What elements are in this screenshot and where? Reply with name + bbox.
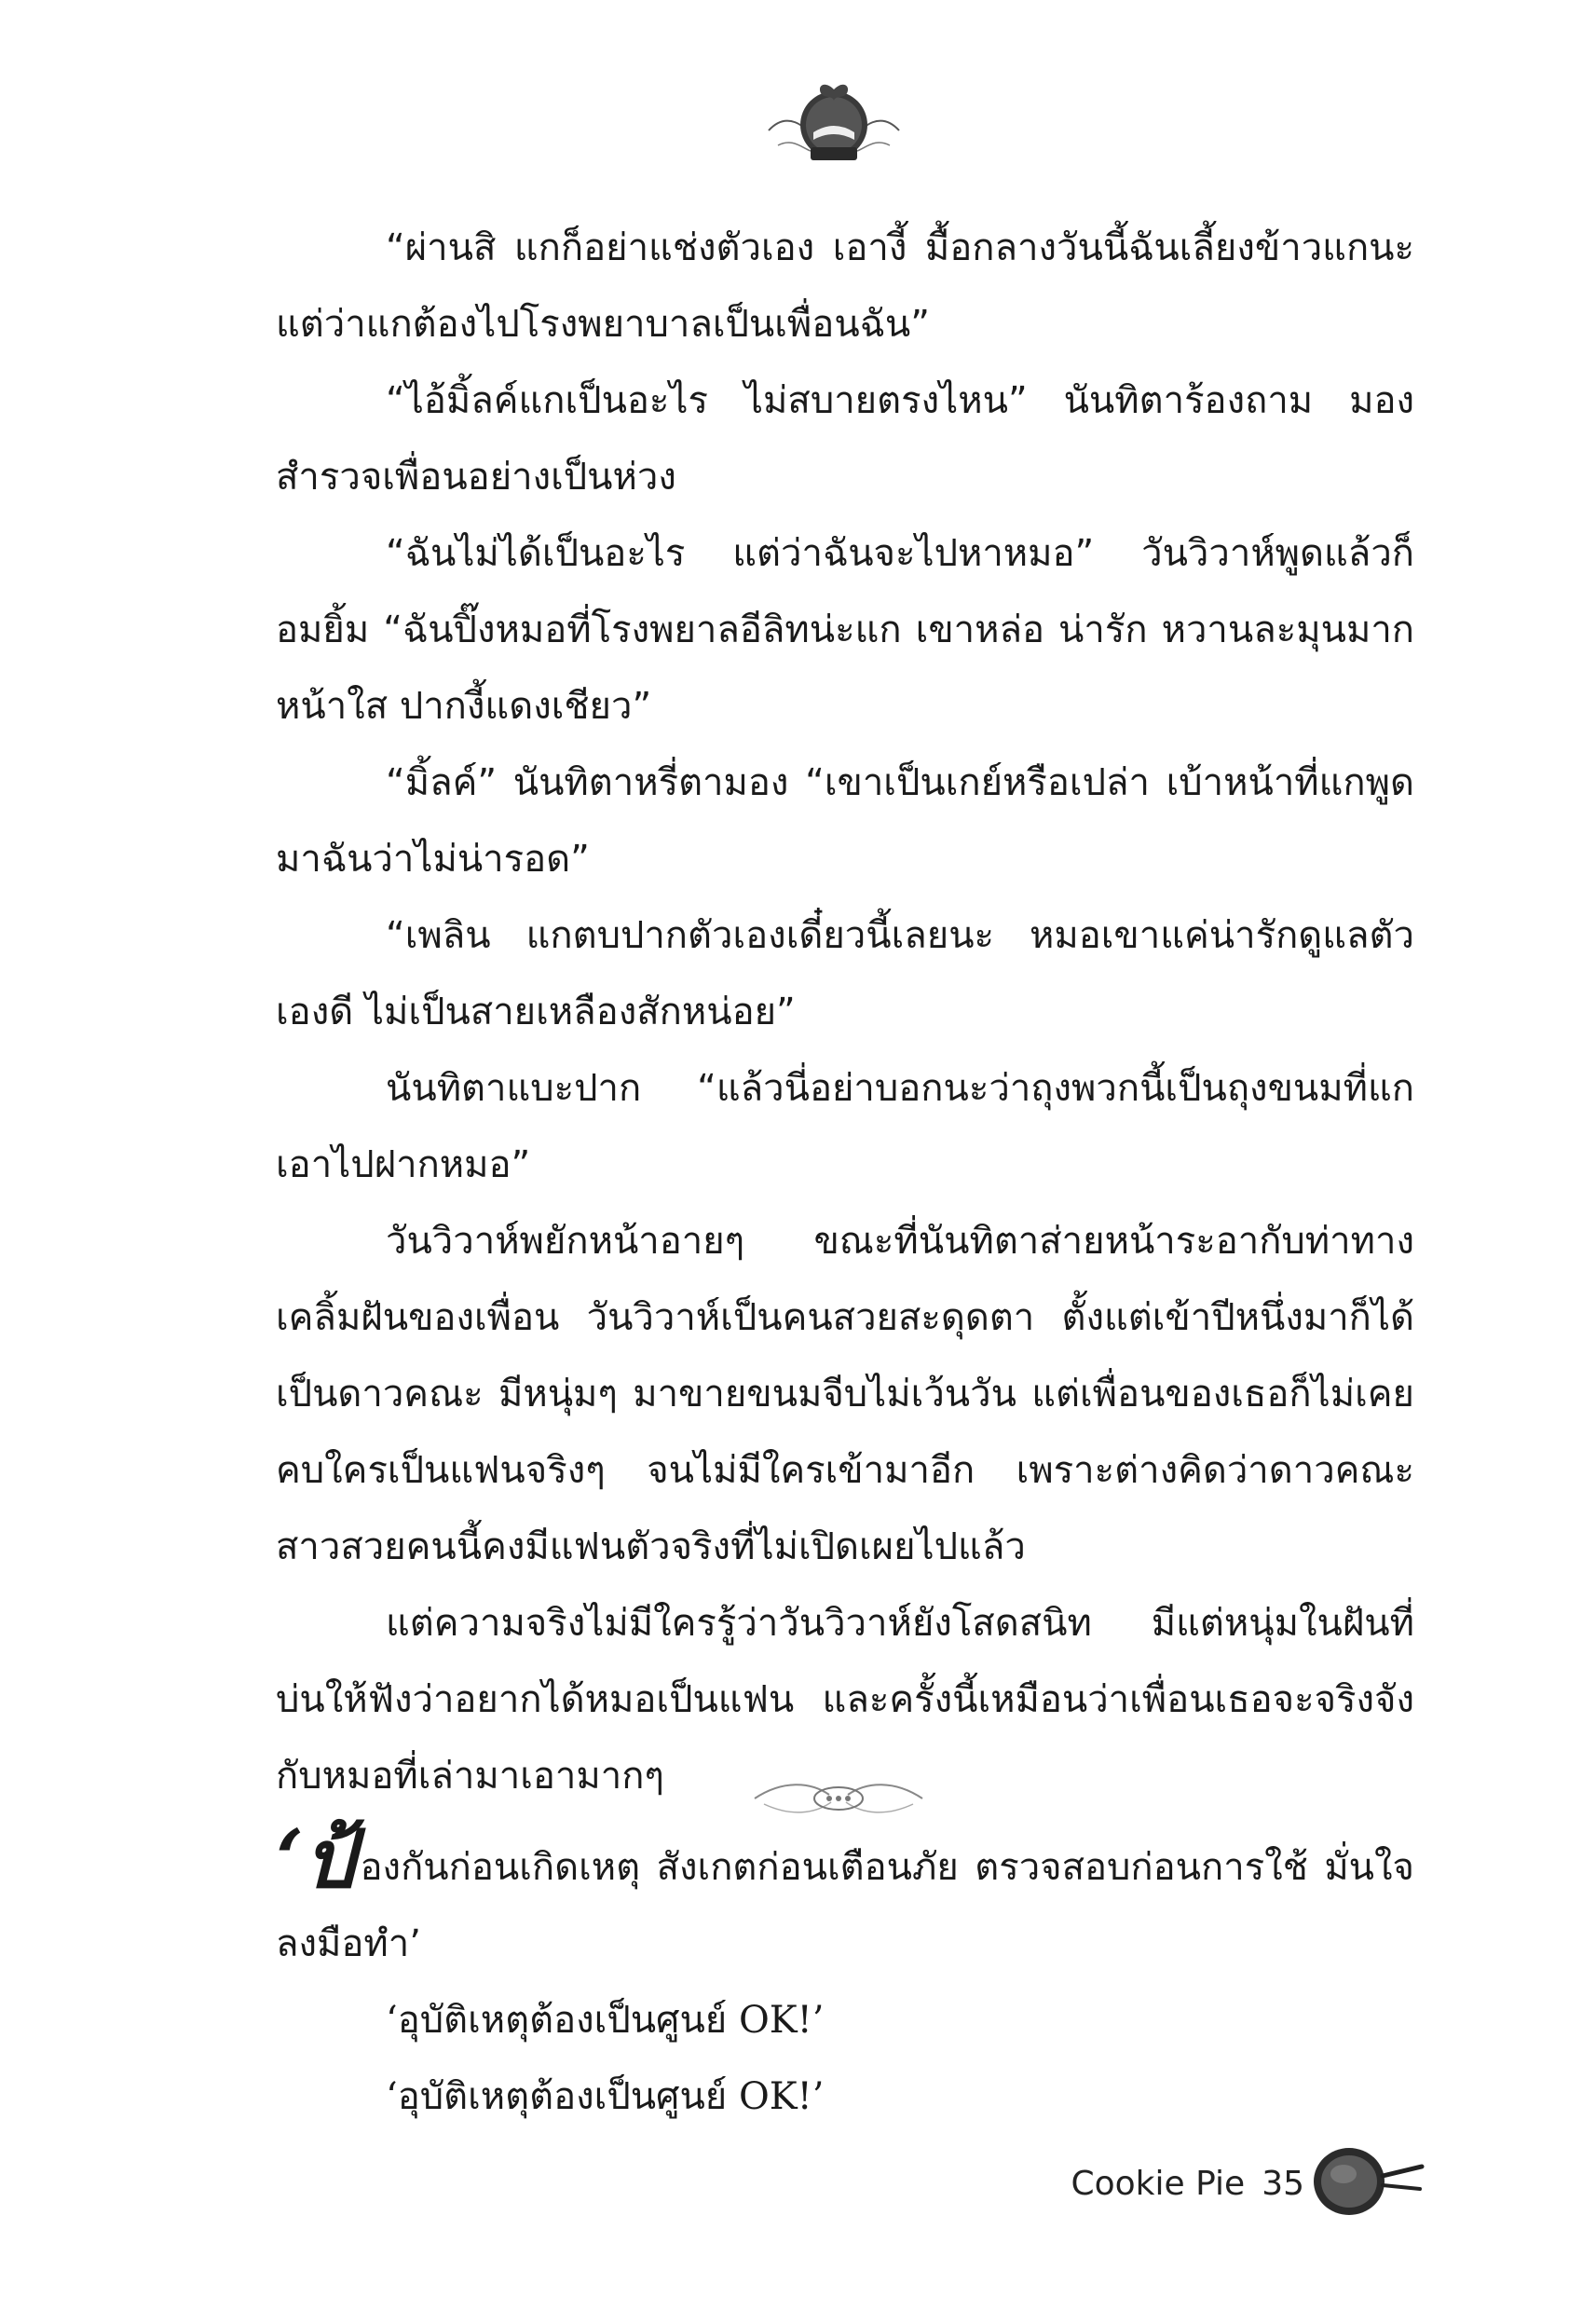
- drop-cap: ‘ป้: [276, 1812, 355, 1907]
- footer-label: [1025, 2165, 1304, 2203]
- paragraph: “มิ้ลค์” นันทิตาหรี่ตามอง “เขาเป็นเกย์หรือเปล่า เบ้าหน้าที่แกพูดมาฉันว่าไม่น่ารอด”: [276, 761, 1414, 881]
- slogan-line: ‘อุบัติเหตุต้องเป็นศูนย์ OK!’: [386, 2075, 825, 2118]
- page-footer: [1025, 2139, 1425, 2241]
- frying-pan-icon: [1310, 2139, 1425, 2222]
- flourish-ornament-icon: [745, 1771, 932, 1826]
- header-emblem-icon: [759, 73, 908, 175]
- body-text: [276, 210, 1414, 1814]
- section-opening-text: องกันก่อนเกิดเหตุ สังเกตก่อนเตือนภัย ตรวจสอบก่อนการใช้ มั่นใจลงมือทำ’: [276, 1846, 1414, 1965]
- paragraph: “ฉันไม่ได้เป็นอะไร แต่ว่าฉันจะไปหาหมอ” วันวิวาห์พูดแล้วก็อมยิ้ม “ฉันปิ๊งหมอที่โรงพยาลอีลิทน่ะแก เขาหล่อ น่ารัก หวานละมุนมาก หน้าใส ปากงี้แดงเชียว”: [276, 532, 1414, 728]
- paragraph: “เพลิน แกตบปากตัวเองเดี๋ยวนี้เลยนะ หมอเขาแค่น่ารักดูแลตัวเองดี ไม่เป็นสายเหลืองสักหน่อย”: [276, 914, 1414, 1033]
- paragraph: แต่ความจริงไม่มีใครรู้ว่าวันวิวาห์ยังโสดสนิท มีแต่หนุ่มในฝันที่บ่นให้ฟังว่าอยากได้หมอเป็นแฟน และครั้งนี้เหมือนว่าเพื่อนเธอจะจริงจังกับหมอที่เล่ามาเอามากๆ: [276, 1602, 1414, 1798]
- paragraph: นันทิตาแบะปาก “แล้วนี่อย่าบอกนะว่าถุงพวกนี้เป็นถุงขนมที่แกเอาไปฝากหมอ”: [276, 1067, 1414, 1186]
- paragraph: “ไอ้มิ้ลค์แกเป็นอะไร ไม่สบายตรงไหน” นันทิตาร้องถาม มองสำรวจเพื่อนอย่างเป็นห่วง: [276, 379, 1414, 499]
- slogan-line: ‘อุบัติเหตุต้องเป็นศูนย์ OK!’: [386, 1999, 825, 2042]
- paragraph: “ผ่านสิ แกก็อย่าแช่งตัวเอง เอางี้ มื้อกลางวันนี้ฉันเลี้ยงข้าวแกนะ แต่ว่าแกต้องไปโรงพยาบาลเป็นเพื่อนฉัน”: [276, 226, 1414, 346]
- section-block: [276, 1812, 1414, 2135]
- paragraph: วันวิวาห์พยักหน้าอายๆ ขณะที่นันทิตาส่ายหน้าระอากับท่าทางเคลิ้มฝันของเพื่อน วันวิวาห์เป็นคนสวยสะดุดตา ตั้งแต่เข้าปีหนึ่งมาก็ได้เป็นดาวคณะ มีหนุ่มๆ มาขายขนมจีบไม่เว้นวัน แต่เพื่อนของเธอก็ไม่เคยคบใครเป็นแฟนจริงๆ จนไม่มีใครเข้ามาอีก เพราะต่างคิดว่าดาวคณะสาวสวยคนนี้คงมีแฟนตัวจริงที่ไม่เปิดเผยไปแล้ว: [276, 1220, 1414, 1568]
- section-opening: [276, 1812, 1414, 1982]
- book-title: Cookie Pie: [1071, 2165, 1246, 2203]
- page-number: 35: [1262, 2165, 1304, 2203]
